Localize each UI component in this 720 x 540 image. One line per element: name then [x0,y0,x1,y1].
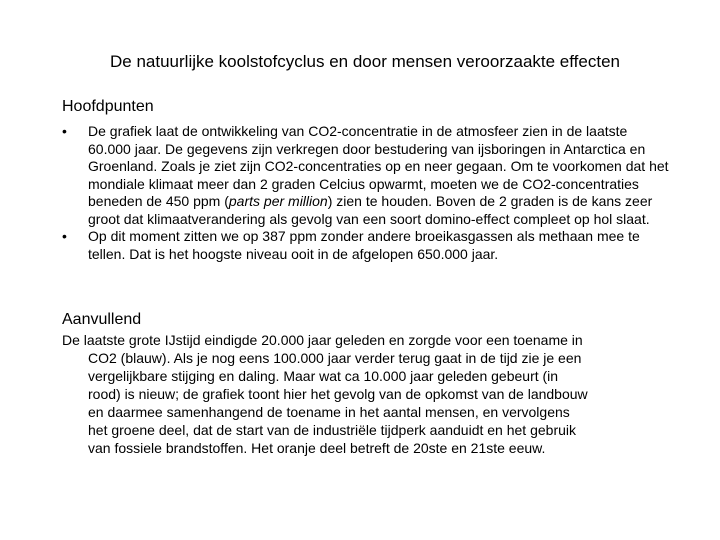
bullet-item [62,123,672,228]
bullet-text: ) zien te houden. Boven de 2 graden is de kans zeer groot dat klimaatverandering als gevolg van een soort domino-effect compleet op hol slaat. [88,193,653,227]
paragraph-line: vergelijkbare stijging en daling. Maar wat ca 10.000 jaar geleden gebeurt (in [88,368,559,384]
paragraph-line: en daarmee samenhangend de toename in het aantal mensen, en vervolgens [88,404,570,420]
bullet-icon: • [62,123,67,139]
bullet-list [62,123,672,263]
paragraph-aanvullend [62,331,672,457]
heading-aanvullend: Aanvullend [62,311,142,328]
paragraph-line: CO2 (blauw). Als je nog eens 100.000 jaar verder terug gaat in de tijd zie je een [88,350,582,366]
paragraph-line: De laatste grote IJstijd eindigde 20.000 jaar geleden en zorgde voor een toename in [62,332,583,348]
heading-hoofdpunten: Hoofdpunten [62,98,154,115]
bullet-text: De grafiek laat de ontwikkeling van CO2-concentratie in de atmosfeer zien in de laatste 60.000 jaar. De gegevens zijn verkregen door bestudering van ijsboringen in Antarctica en Groenland. Zoals je ziet zijn CO2-concentraties op en neer gegaan. Om te voorkomen dat het mondiale klimaat meer dan 2 graden Celcius opwarmt, moeten we de CO2-concentraties beneden de 450 ppm ( [88,123,669,209]
paragraph-line: het groene deel, dat de start van de industriële tijdperk aanduidt en het gebruik [88,422,576,438]
paragraph-line: van fossiele brandstoffen. Het oranje deel betreft de 20ste en 21ste eeuw. [88,440,546,456]
bullet-text: Op dit moment zitten we op 387 ppm zonder andere broeikasgassen als methaan mee te tellen. Dat is het hoogste niveau ooit in de afgelopen 650.000 jaar. [88,228,640,262]
bullet-icon: • [62,228,67,244]
bullet-item [62,228,672,263]
slide-title: De natuurlijke koolstofcyclus en door mensen veroorzaakte effecten [110,52,620,71]
bullet-text-italic: parts per million [228,193,328,209]
paragraph-line: rood) is nieuw; de grafiek toont hier het gevolg van de opkomst van de landbouw [88,386,588,402]
